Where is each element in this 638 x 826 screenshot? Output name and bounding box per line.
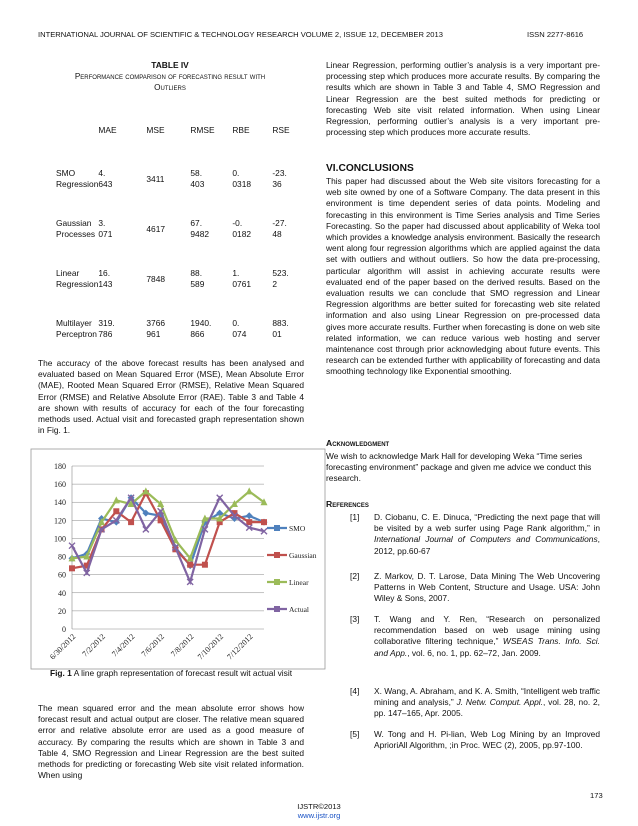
reference-text: Z. Markov, D. T. Larose, Data Mining The Web Uncovering Patterns in Web Content, Structure and Usage. USA: John Wiley & Sons, 2007. xyxy=(374,571,600,604)
y-tick-label: 60 xyxy=(58,570,66,580)
table-cell-rmse xyxy=(190,204,232,254)
reference-text: T. Wang and Y. Ren, “Research on personalized recommendation based on web usage mining using collaborative filtering technique,” WSEAS Trans. Info. Sci. and App., vol. 6, no. 1, pp. 62–72, Jan. 2009. xyxy=(374,614,600,658)
page-number: 173 xyxy=(590,791,603,800)
table-cell-rbe xyxy=(232,304,272,354)
table-row xyxy=(56,304,302,354)
reference-number: [1] xyxy=(350,512,360,522)
table-cell-line: 4617 xyxy=(146,223,166,234)
footer-org: IJSTR©2013 xyxy=(297,802,341,811)
table-cell-line: 961 xyxy=(146,329,161,339)
conclusions-heading: VI.CONCLUSIONS xyxy=(326,163,414,174)
legend-marker-linear xyxy=(274,579,280,585)
data-point-gaussian xyxy=(246,519,252,525)
y-tick-label: 120 xyxy=(54,516,66,526)
table-cell-line: -23. xyxy=(272,168,287,178)
table-cell-rse xyxy=(272,304,302,354)
references-heading: References xyxy=(326,499,369,509)
table-header-cell xyxy=(56,106,98,154)
table-cell-rmse xyxy=(190,304,232,354)
legend-label: Linear xyxy=(289,578,309,587)
table-caption-line2: Outliers xyxy=(154,83,186,92)
reference-item xyxy=(326,614,600,670)
table-cell-line: Regression xyxy=(56,279,99,289)
y-tick-label: 20 xyxy=(58,606,66,616)
issn-label: ISSN 2277-8616 xyxy=(527,30,584,39)
data-point-gaussian xyxy=(69,565,75,571)
y-tick-label: 160 xyxy=(54,480,66,490)
table-cell-line: Processes xyxy=(56,229,96,239)
table-cell-line: 0761 xyxy=(232,279,252,289)
table-header-cell: RSE xyxy=(272,124,290,135)
table-cell-mse xyxy=(146,304,190,354)
legend-label: Gaussian xyxy=(289,551,317,560)
x-tick-label: 7/12/2012 xyxy=(225,632,255,662)
table-cell-line: 9482 xyxy=(190,229,210,239)
table-cell-line: 58. xyxy=(190,168,203,178)
table-cell-line: 0. xyxy=(232,168,240,178)
reference-text: X. Wang, A. Abraham, and K. A. Smith, “Intelligent web traffic mining and analysis,” J. Netw. Comput. Appl., vol. 28, no. 2, pp. 147–165, Apr. 2005. xyxy=(374,686,601,719)
figure-caption-text: A line graph representation of forecast result wit actual visit xyxy=(73,668,293,678)
table-cell-line: 1940. xyxy=(190,318,212,328)
table-cell-line: 883. xyxy=(272,318,289,328)
table-cell-line: SMO xyxy=(56,168,76,178)
table-cell-line: Regression xyxy=(56,179,99,189)
table-row xyxy=(56,154,302,204)
x-tick-label: 7/6/2012 xyxy=(139,632,167,659)
data-point-gaussian xyxy=(113,508,119,514)
table-cell-line: 786 xyxy=(98,329,113,339)
table-header-cell: RBE xyxy=(232,124,250,135)
y-tick-label: 100 xyxy=(54,534,66,544)
table-cell-rbe xyxy=(232,204,272,254)
table-cell-rbe xyxy=(232,254,272,304)
table-cell-name xyxy=(56,154,98,204)
table-cell-line: 67. xyxy=(190,218,203,228)
table-header-cell: MSE xyxy=(146,124,165,135)
x-tick-label: 7/4/2012 xyxy=(110,632,137,659)
table-cell-mse xyxy=(146,204,190,254)
table-cell-line: 48 xyxy=(272,229,282,239)
y-tick-label: 180 xyxy=(54,462,66,471)
table-row xyxy=(56,254,302,304)
figure-caption xyxy=(38,668,304,679)
acknowledgment-text: We wish to acknowledge Mark Hall for developing Weka “Time series forecasting environment” package and given me advice we conduct this research. xyxy=(326,451,592,484)
table-cell-line: 16. xyxy=(98,268,111,278)
table-caption-line1: Performance comparison of forecasting result with xyxy=(74,72,266,81)
table-cell-rse xyxy=(272,154,302,204)
table-cell-line: 3. xyxy=(98,218,106,228)
table-cell-line: 01 xyxy=(272,329,282,339)
y-tick-label: 0 xyxy=(62,625,66,634)
table-cell-line: 074 xyxy=(232,329,247,339)
table-cell-line: 403 xyxy=(190,179,205,189)
legend-marker-actual xyxy=(274,606,280,612)
data-point-gaussian xyxy=(202,562,208,568)
conclusions-text: This paper had discussed about the Web site visitors forecasting for a web site owned by one of a Software Company. The data present in this environment is time dependent series of data points. Modeling and forecasting in this environment is Time Series analysis and Time Series Forecasting. So the paper had discussed about applicability of Weka tool which provides a knowledge analysis environment. Basically the research went along four regression algorithms which are applied against the data set with outliers and without outliers. So how the data pre-processing, particular algorithm will assist in achieving accurate results were evaluated end of the paper based on the derived results. Based on the evaluation results we can conclude that SMO regression and Linear Regression algorithms are better suited for forecasting web site related information and also using Linear Regression on pre-processed data gives more accurate results. Further when forecasting is done on web site related information, we can reduce various web hosting and server maintenance cost through prior acknowledging about future events. This research can be extended further with applicability of forecasting and data smoothing technology like Exponential smoothing. xyxy=(326,176,600,377)
table-cell-rbe xyxy=(232,154,272,204)
table-cell-name xyxy=(56,304,98,354)
table-cell-line: 143 xyxy=(98,279,113,289)
reference-number: [5] xyxy=(350,729,360,739)
legend-marker-smo xyxy=(274,525,280,531)
figure-caption-label: Fig. 1 xyxy=(49,668,72,678)
table-caption xyxy=(38,60,302,93)
table-cell-rse xyxy=(272,204,302,254)
table-cell-line: 071 xyxy=(98,229,113,239)
reference-number: [3] xyxy=(350,614,360,624)
data-point-gaussian xyxy=(261,519,267,525)
table-cell-mae xyxy=(98,154,146,204)
y-tick-label: 80 xyxy=(58,552,66,562)
reference-item xyxy=(326,512,600,558)
table-cell-mse xyxy=(146,154,190,204)
data-point-smo xyxy=(246,512,253,519)
reference-item xyxy=(326,571,600,605)
table-cell-mae xyxy=(98,254,146,304)
table-cell-line: 0318 xyxy=(232,179,252,189)
table-cell-line: 1. xyxy=(232,268,240,278)
table-header-row xyxy=(56,106,302,154)
footer-url[interactable]: www.ijstr.org xyxy=(297,811,341,820)
y-tick-label: 40 xyxy=(58,588,66,598)
performance-table xyxy=(56,106,302,354)
data-point-gaussian xyxy=(187,562,193,568)
table-cell-line: 4. xyxy=(98,168,106,178)
table-cell-line: Linear xyxy=(56,268,80,278)
table-cell-rse xyxy=(272,254,302,304)
table-cell-line: 0182 xyxy=(232,229,252,239)
table-label: TABLE IV xyxy=(151,60,189,70)
table-cell-line: 88. xyxy=(190,268,203,278)
table-cell-line: 3411 xyxy=(146,173,165,184)
x-tick-label: 7/10/2012 xyxy=(195,632,226,662)
table-cell-rmse xyxy=(190,254,232,304)
table-header-cell: MAE xyxy=(98,124,117,135)
data-point-gaussian xyxy=(128,519,134,525)
legend-label: SMO xyxy=(289,524,306,533)
y-tick-label: 140 xyxy=(54,498,66,508)
table-cell-line: 36 xyxy=(272,179,282,189)
table-cell-line: 2 xyxy=(272,279,278,289)
x-tick-label: 7/2/2012 xyxy=(80,632,107,659)
journal-header: INTERNATIONAL JOURNAL OF SCIENTIFIC & TECHNOLOGY RESEARCH VOLUME 2, ISSUE 12, DECEMBER 2013 xyxy=(38,30,443,39)
table-cell-line: 319. xyxy=(98,318,115,328)
table-cell-line: -27. xyxy=(272,218,287,228)
table-cell-line: 866 xyxy=(190,329,205,339)
table-cell-line: 589 xyxy=(190,279,205,289)
table-cell-line: 7848 xyxy=(146,273,166,284)
acknowledgment-heading: Acknowledgment xyxy=(326,438,390,448)
right-paragraph-1: Linear Regression, performing outlier’s analysis is a very important pre-processing step which produces more accurate results. By comparing the results which are shown in Table 3 and Table 4, SMO Regression and Linear Regression are the best suited methods for predicting or forecasting Web site visit related information. When using Linear Regression, performing outlier’s analysis is a very important pre-processing step which produces more accurate results. xyxy=(326,60,600,138)
x-tick-label: 7/8/2012 xyxy=(169,632,196,659)
legend-label: Actual xyxy=(289,605,309,614)
legend-marker-gaussian xyxy=(274,552,280,558)
table-cell-line: Perceptron xyxy=(56,329,97,339)
table-header-cell: RMSE xyxy=(190,124,215,135)
table-cell-mse xyxy=(146,254,190,304)
table-cell-rmse xyxy=(190,154,232,204)
table-cell-line: -0. xyxy=(232,218,243,228)
table-cell-line: Multilayer xyxy=(56,318,92,328)
table-cell-line: 643 xyxy=(98,179,113,189)
table-cell-line: Gaussian xyxy=(56,218,92,228)
table-row xyxy=(56,204,302,254)
table-cell-name xyxy=(56,254,98,304)
data-point-linear xyxy=(246,487,253,494)
left-paragraph-2: The mean squared error and the mean absolute error shows how forecast result and actual output are closer. The relative mean squared error and relative absolute error are used as a good measure of accuracy. By comparing the results which are shown in Table 3 and Table 4, SMO Regression and Linear Regression are the best suited methods for predicting or forecasting Web site visit related information. When using xyxy=(38,703,304,781)
table-cell-line: 523. xyxy=(272,268,289,278)
table-cell-name xyxy=(56,204,98,254)
x-tick-label: 6/30/2012 xyxy=(48,632,78,662)
reference-text: W. Tong and H. Pi-lian, Web Log Mining by an Improved AprioriAll Algorithm, ;in Proc. WEC (2), 2005, pp.97-100. xyxy=(374,729,600,751)
reference-item xyxy=(326,729,600,763)
line-chart xyxy=(30,448,326,670)
table-cell-line: 0. xyxy=(232,318,240,328)
table-cell-line: 3766 xyxy=(146,318,166,328)
left-paragraph-1: The accuracy of the above forecast results has been analysed and evaluated based on Mean Squared Error (MSE), Mean Absolute Error (MAE), Rooted Mean Squared Error (RMSE), Relative Mean Squared Error (RMSE) and Relative Absolute Error (RAE). Table 3 and Table 4 are shown with results of accuracy for each of the four forecasting methods used. Actual visit and forecasted graph representation shown in Fig. 1. xyxy=(38,358,304,436)
reference-text: D. Ciobanu, C. E. Dinuca, “Predicting the next page that will be visited by a web surfer using Page Rank algorithm,” in International Journal of Computers and Communications, 2012, pp.60-67 xyxy=(374,512,600,556)
reference-number: [4] xyxy=(350,686,360,696)
reference-item xyxy=(326,686,600,720)
reference-number: [2] xyxy=(350,571,360,581)
table-cell-mae xyxy=(98,304,146,354)
table-cell-mae xyxy=(98,204,146,254)
